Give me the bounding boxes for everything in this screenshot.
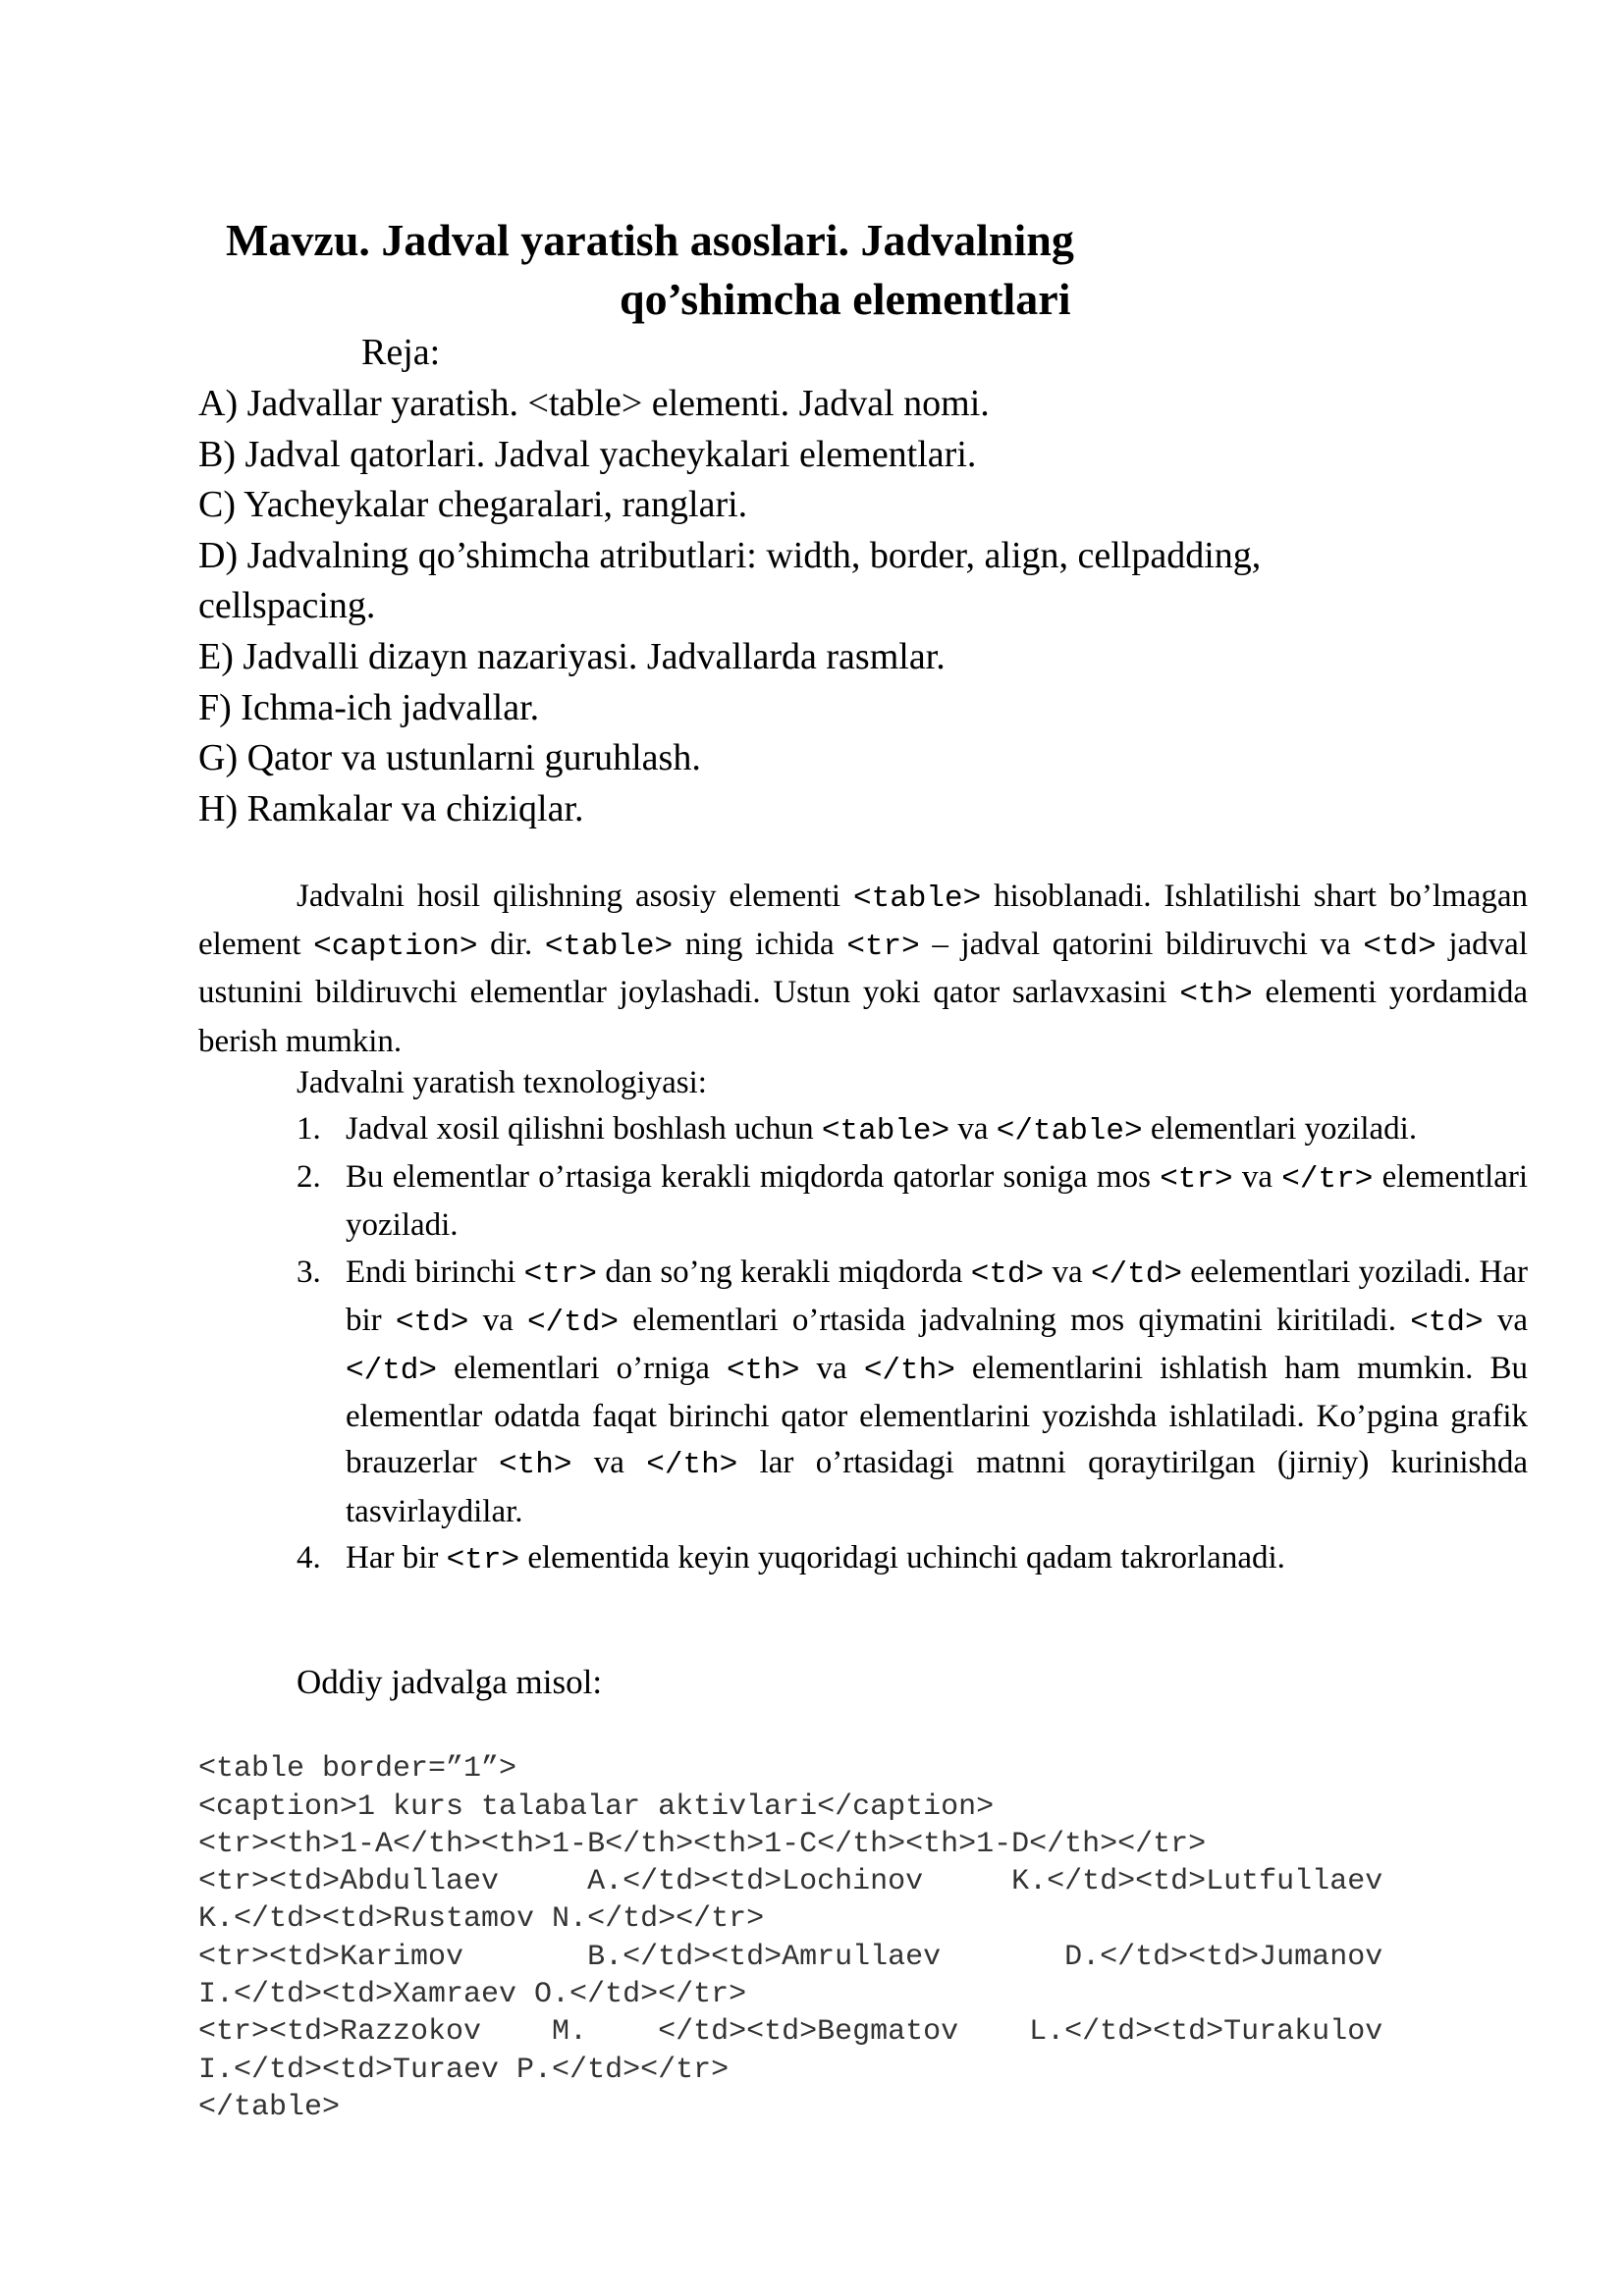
text-run: elementlarini ishlatish ham mumkin. Bu elementlar odatda faqat birinchi qator elementlarini yozishda ishlatiladi. Ko’pgina grafik brauzerlar (346, 1351, 1528, 1481)
text-run: eelementlari yoziladi. Har bir (346, 1254, 1528, 1338)
text-run: hisoblanadi. Ishlatilishi shart bo’lmagan element (198, 879, 1528, 963)
text-run: va (571, 1445, 647, 1481)
plan-item: C) Yacheykalar chegaralari, ranglari. (198, 484, 748, 526)
list-number: 2. (297, 1159, 321, 1196)
text-run: Jadval xosil qilishni boshlash uchun (346, 1111, 822, 1147)
code-line: <caption>1 kurs talabalar aktivlari</caption> (198, 1789, 995, 1824)
inline-code: <th> (499, 1448, 572, 1483)
inline-code: <tr> (1160, 1162, 1233, 1198)
code-line: <tr><td>Karimov B.</td><td>Amrullaev D.</td><td>Jumanov (198, 1940, 1383, 1974)
text-run: elementlari yoziladi. (346, 1159, 1528, 1244)
text-run: va (1483, 1302, 1528, 1338)
inline-code: <table> (544, 930, 674, 965)
inline-code: <tr> (846, 930, 920, 965)
inline-code: <td> (1363, 930, 1436, 965)
text-run: va (1232, 1159, 1282, 1196)
page-title-line-2: qo’shimcha elementlari (620, 274, 1071, 324)
code-line: <table border=”1”> (198, 1752, 517, 1787)
text-run: va (468, 1302, 527, 1338)
text-run: va (799, 1351, 864, 1387)
plan-item: A) Jadvallar yaratish. <table> elementi. Jadval nomi. (198, 383, 990, 424)
code-line: I.</td><td>Xamraev O.</td></tr> (198, 1978, 747, 2012)
inline-code: <caption> (313, 930, 478, 965)
text-run: elementlari o’rtasida jadvalning mos qiymatini kiritiladi. (618, 1302, 1411, 1338)
code-line: <tr><td>Abdullaev A.</td><td>Lochinov K.</td><td>Lutfullaev (198, 1865, 1383, 1899)
inline-code: <td> (970, 1256, 1045, 1292)
example-heading: Oddiy jadvalga misol: (297, 1663, 603, 1701)
text-run: Endi birinchi (346, 1254, 524, 1290)
inline-code: </tr> (1281, 1162, 1374, 1198)
text-run: dan so’ng kerakli miqdorda (597, 1254, 971, 1290)
text-run: elementi yordamida berish mumkin. (198, 975, 1528, 1059)
text-run: dir. (477, 927, 545, 963)
list-item (297, 1535, 1528, 1583)
code-line: K.</td><td>Rustamov N.</td></tr> (198, 1902, 765, 1937)
plan-item: B) Jadval qatorlari. Jadval yacheykalari elementlari. (198, 433, 977, 475)
text-run: Har bir (346, 1539, 447, 1575)
list-number: 4. (297, 1539, 321, 1575)
text-run: elementlari yoziladi. (1142, 1111, 1418, 1147)
inline-code: </table> (996, 1114, 1143, 1148)
inline-code: <tr> (446, 1542, 520, 1577)
plan-item: F) Ichma-ich jadvallar. (198, 686, 540, 728)
text-run: – jadval qatorini bildiruvchi va (919, 927, 1364, 963)
inline-code: <td> (395, 1305, 469, 1340)
text-run: lar o’rtasidagi matnni qoraytirilgan (jirniy) kurinishda tasvirlaydilar. (346, 1445, 1528, 1529)
code-line: <tr><th>1-A</th><th>1-B</th><th>1-C</th><th>1-D</th></tr> (198, 1827, 1207, 1861)
list-number: 3. (297, 1254, 321, 1290)
steps-list (297, 1106, 1528, 1583)
text-run: jadval ustunini bildiruvchi elementlar joylashadi. Ustun yoki qator sarlavxasini (198, 927, 1528, 1011)
plan-item: cellspacing. (198, 585, 376, 627)
text-run: elementida keyin yuqoridagi uchinchi qadam takrorlanadi. (519, 1539, 1285, 1575)
text-run: va (1044, 1254, 1091, 1290)
code-line: I.</td><td>Turaev P.</td></tr> (198, 2053, 730, 2087)
text-run: elementlari o’rniga (437, 1351, 728, 1387)
inline-code: </td> (1090, 1256, 1182, 1292)
page-title-line-1: Mavzu. Jadval yaratish asoslari. Jadvalning (226, 215, 1074, 265)
plan-list (198, 379, 1534, 834)
list-item (297, 1250, 1528, 1535)
code-line: <tr><td>Razzokov M. </td><td>Begmatov L.</td><td>Turakulov (198, 2015, 1383, 2050)
plan-heading: Reja: (361, 332, 441, 373)
plan-item: G) Qator va ustunlarni guruhlash. (198, 737, 701, 779)
inline-code: <th> (727, 1354, 800, 1389)
text-run: Bu elementlar o’rtasiga kerakli miqdorda qatorlar soniga mos (346, 1159, 1161, 1196)
inline-code: </td> (526, 1305, 619, 1340)
inline-code: <tr> (523, 1256, 598, 1292)
inline-code: <th> (1179, 978, 1253, 1013)
inline-code: </th> (863, 1354, 955, 1389)
list-item (297, 1154, 1528, 1249)
code-listing (198, 1713, 1534, 2202)
inline-code: <table> (853, 881, 982, 916)
inline-code: </td> (346, 1354, 438, 1389)
list-number: 1. (297, 1111, 321, 1147)
text-run: va (949, 1111, 997, 1147)
inline-code: <table> (821, 1114, 950, 1148)
code-line: </table> (198, 2090, 341, 2124)
plan-item: E) Jadvalli dizayn nazariyasi. Jadvallarda rasmlar. (198, 635, 946, 677)
intro-paragraph (198, 874, 1528, 1065)
text-run: Jadvalni hosil qilishning asosiy elementi (297, 879, 853, 914)
plan-item: H) Ramkalar va chiziqlar. (198, 787, 584, 829)
text-run: ning ichida (673, 927, 847, 963)
list-item (297, 1106, 1528, 1154)
technology-heading: Jadvalni yaratish texnologiyasi: (297, 1065, 707, 1100)
inline-code: <td> (1410, 1305, 1484, 1340)
inline-code: </th> (646, 1448, 738, 1483)
plan-item: D) Jadvalning qo’shimcha atributlari: width, border, align, cellpadding, (198, 534, 1262, 576)
